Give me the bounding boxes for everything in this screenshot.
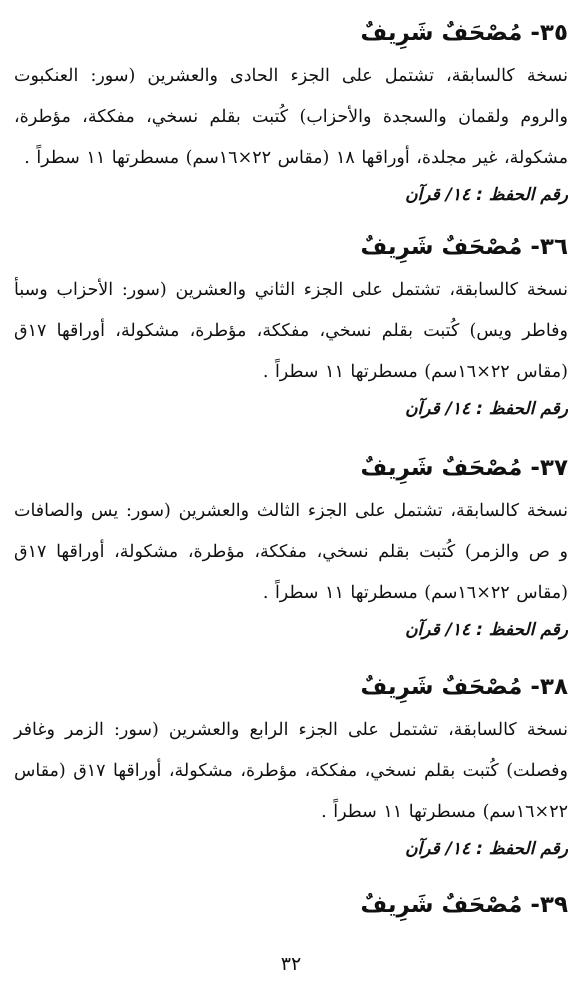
- entry-heading: ٣٥- مُصْحَفٌ شَرِيفٌ: [360, 20, 568, 46]
- entry-description: نسخة كالسابقة، تشتمل على الجزء الرابع والعشرين (سور: الزمر وغافر وفصلت) كُتبت بقلم نسخي، مفككة، مؤطرة، مشكولة، أوراقها ١٧ق (مقاس ٢٢×١٦سم) مسطرتها ١١ سطراً .: [14, 720, 568, 822]
- catalog-entry-35: [14, 18, 568, 207]
- entry-heading: ٣٧- مُصْحَفٌ شَرِيفٌ: [360, 455, 568, 481]
- entry-heading: ٣٦- مُصْحَفٌ شَرِيفٌ: [360, 234, 568, 260]
- page-number: ٣٢: [280, 953, 302, 975]
- entry-heading: ٣٩- مُصْحَفٌ شَرِيفٌ: [360, 892, 568, 918]
- entry-description: نسخة كالسابقة، تشتمل على الجزء الثاني والعشرين (سور: الأحزاب وسبأ وفاطر ويس) كُتبت بقلم نسخي، مفككة، مؤطرة، مشكولة، أوراقها ١٧ق (مقاس ٢٢×١٦سم) مسطرتها ١١ سطراً .: [14, 280, 568, 382]
- catalog-entry-37: [14, 453, 568, 642]
- entry-shelfmark: رقم الحفظ : ١٤/ قرآن: [405, 185, 568, 205]
- entry-description: نسخة كالسابقة، تشتمل على الجزء الحادى والعشرين (سور: العنكبوت والروم ولقمان والسجدة والأحزاب) كُتبت بقلم نسخي، مفككة، مؤطرة، مشكولة، غير مجلدة، أوراقها ١٨ (مقاس ٢٢×١٦سم) مسطرتها ١١ سطراً .: [14, 66, 568, 168]
- entry-heading: ٣٨- مُصْحَفٌ شَرِيفٌ: [360, 674, 568, 700]
- entry-shelfmark: رقم الحفظ : ١٤/ قرآن: [405, 839, 568, 859]
- catalog-entry-39: [14, 890, 568, 920]
- catalog-page: [14, 0, 568, 984]
- entry-shelfmark: رقم الحفظ : ١٤/ قرآن: [405, 399, 568, 419]
- catalog-entry-38: [14, 672, 568, 861]
- entry-description: نسخة كالسابقة، تشتمل على الجزء الثالث والعشرين (سور: يس والصافات و ص والزمر) كُتبت بقلم نسخي، مفككة، مؤطرة، مشكولة، أوراقها ١٧ق (مقاس ٢٢×١٦سم) مسطرتها ١١ سطراً .: [14, 501, 568, 603]
- catalog-entry-36: [14, 232, 568, 421]
- entry-shelfmark: رقم الحفظ : ١٤/ قرآن: [405, 620, 568, 640]
